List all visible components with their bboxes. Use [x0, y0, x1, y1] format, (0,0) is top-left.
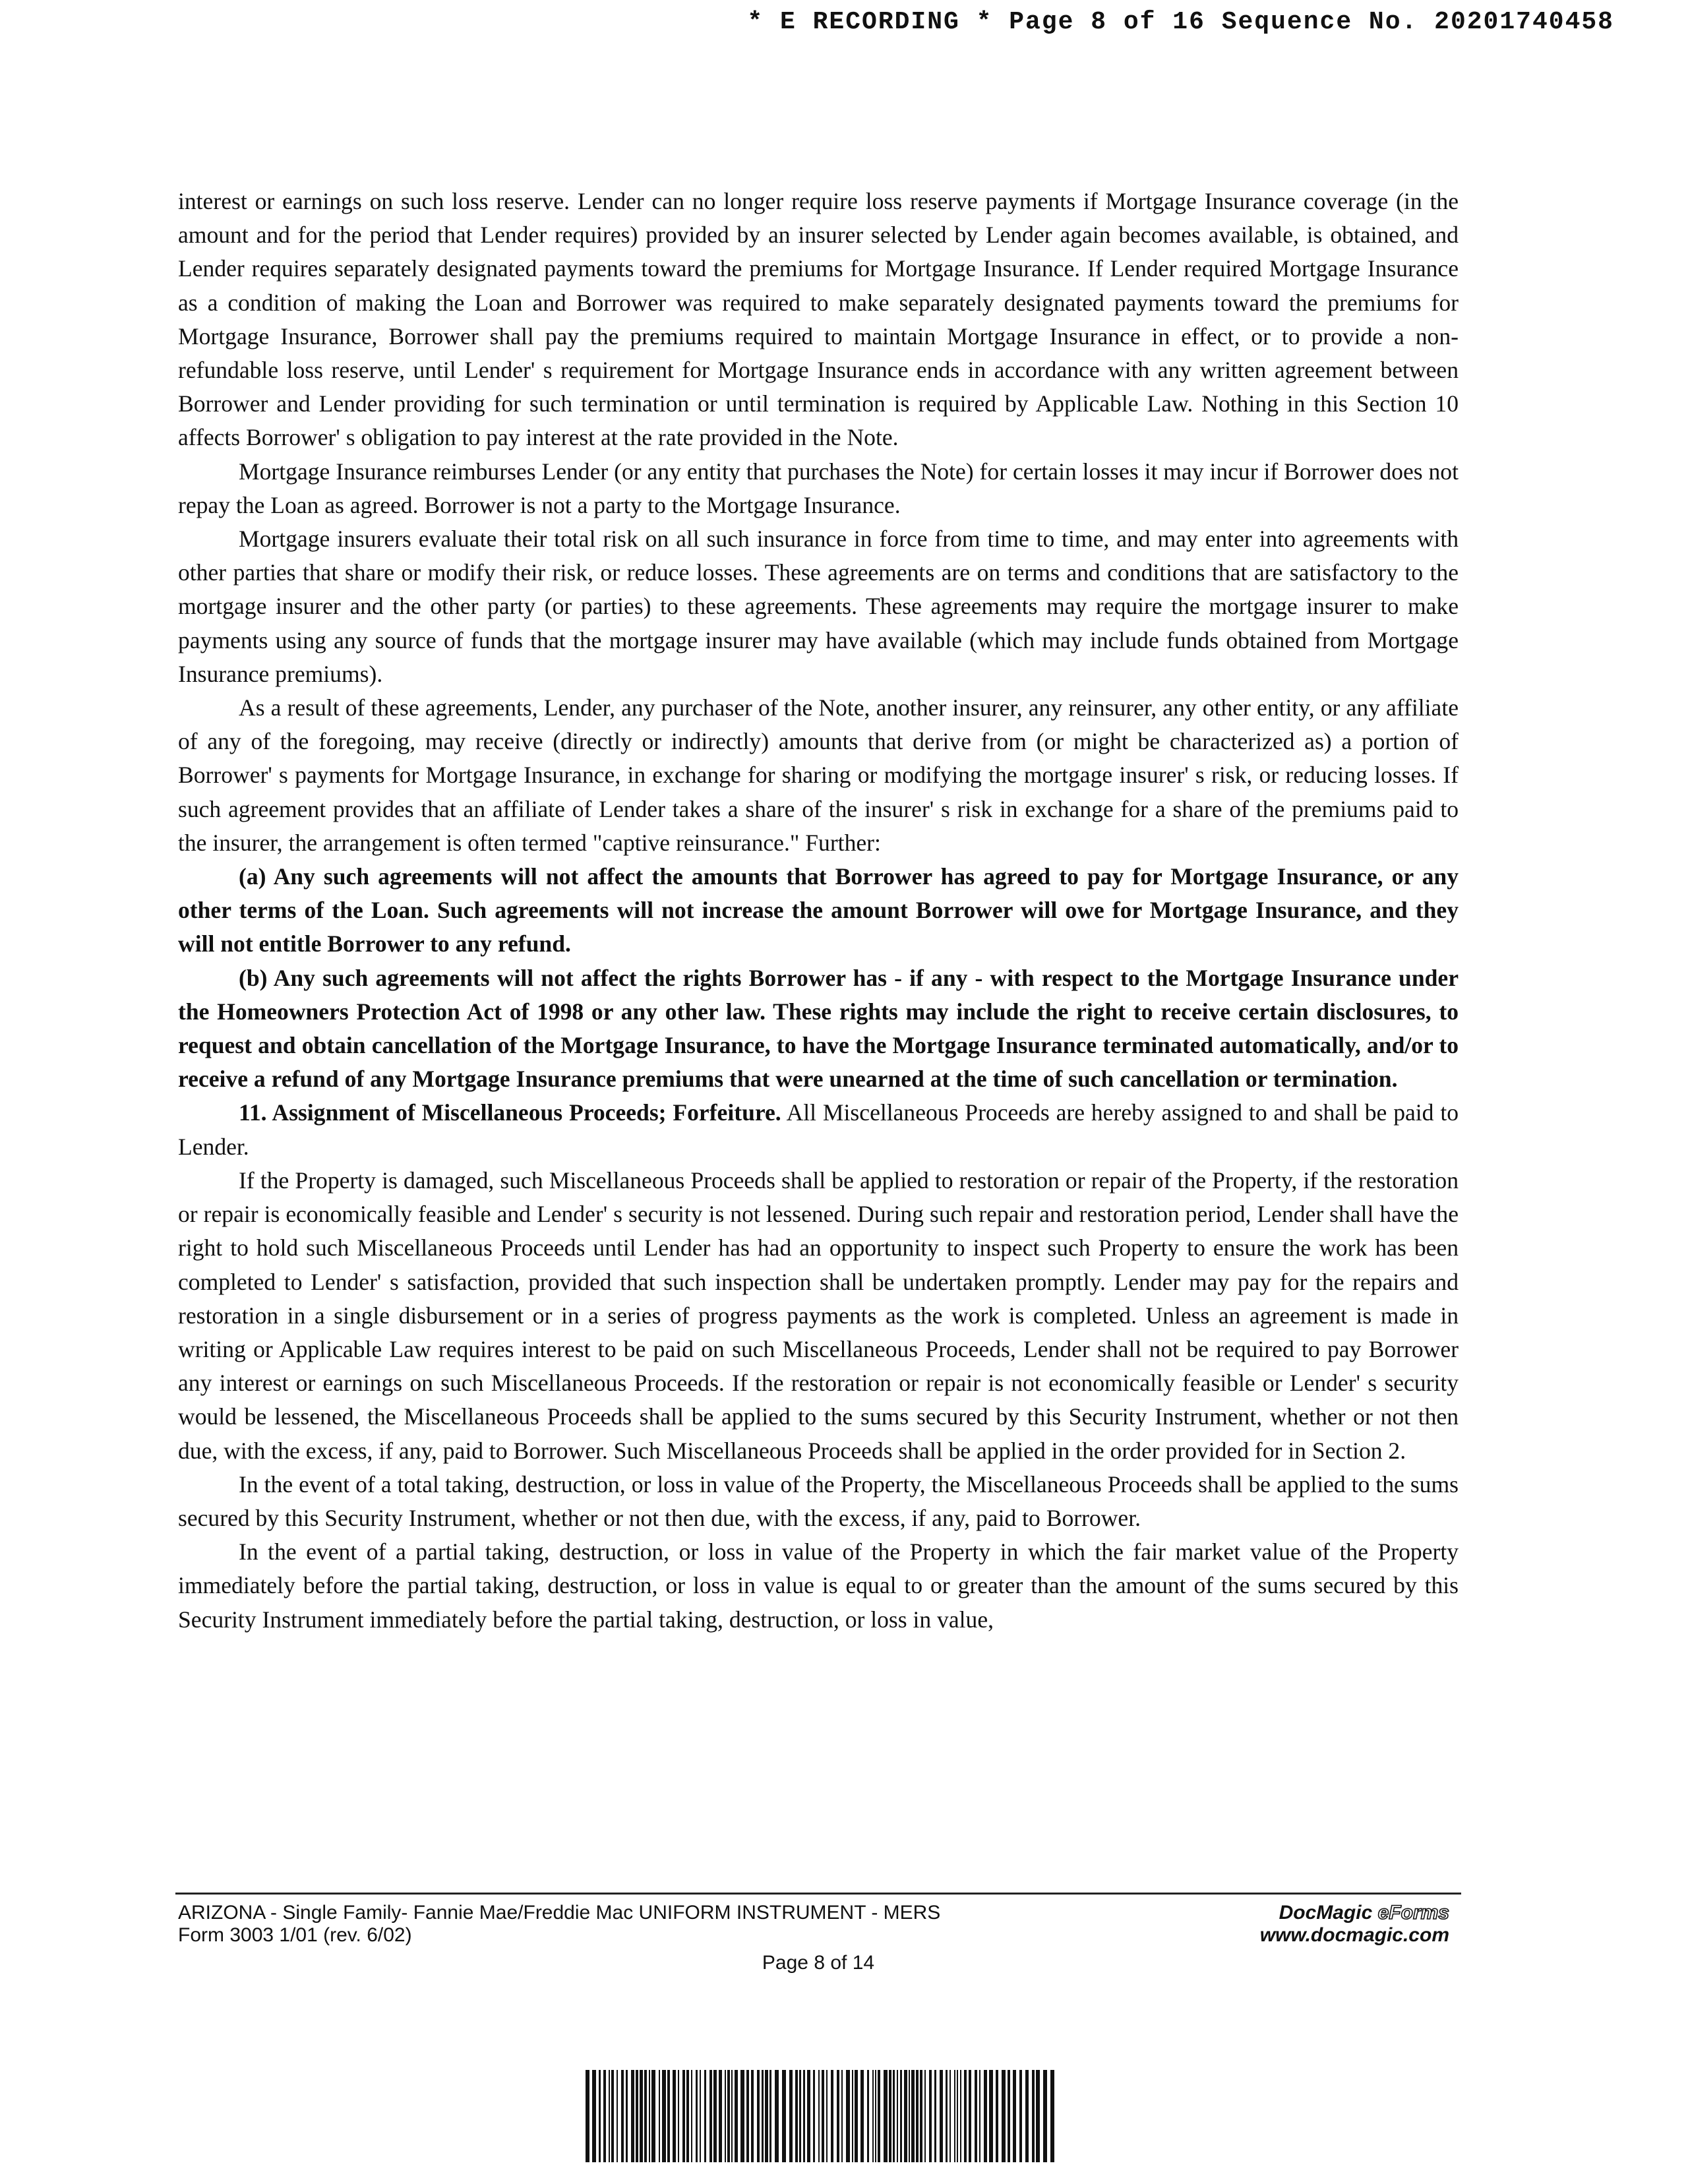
barcode-bar [904, 2070, 907, 2162]
barcode-bar [889, 2070, 891, 2162]
barcode-bar [686, 2070, 689, 2162]
barcode-bar [673, 2070, 676, 2162]
barcode-bar [599, 2070, 601, 2162]
paragraph-loss-reserve: interest or earnings on such loss reserve. Lender can no longer require loss reserve payments if Mortgage Insurance coverage (in the amount and for the period that Lender requires) provided by an insurer selected by Lender again becomes available, is obtained, and Lender requires separately designated payments toward the premiums for Mortgage Insurance. If Lender required Mortgage Insurance as a condition of making the Loan and Borrower was required to make separately designated payments toward the premiums for Mortgage Insurance, Borrower shall pay the premiums required to maintain Mortgage Insurance in effect, or to provide a non-refundable loss reserve, until Lender' s requirement for Mortgage Insurance ends in accordance with any written agreement between Borrower and Lender providing for such termination or until termination is required by Applicable Law. Nothing in this Section 10 affects Borrower' s obligation to pay interest at the rate provided in the Note. [178, 188, 1459, 451]
barcode-bar [807, 2070, 810, 2162]
barcode-bar [1036, 2070, 1040, 2162]
barcode-bar [934, 2070, 936, 2162]
barcode-bar [789, 2070, 793, 2162]
document-body [178, 185, 1459, 1637]
barcode-bar [719, 2070, 722, 2162]
section-11-heading: 11. Assignment of Miscellaneous Proceeds; Forfeiture. [239, 1099, 781, 1126]
barcode-bar [709, 2070, 712, 2162]
footer-rule [175, 1893, 1461, 1895]
barcode-bar [831, 2070, 833, 2162]
barcode-bar [946, 2070, 948, 2162]
barcode-bar [893, 2070, 895, 2162]
barcode-bar [727, 2070, 730, 2162]
barcode-bar [969, 2070, 971, 2162]
paragraph-mi-reimburses: Mortgage Insurance reimburses Lender (or any entity that purchases the Note) for certain losses it may incur if Borrower does not repay the Loan as agreed. Borrower is not a party to the Mortgage Insurance. [178, 458, 1459, 518]
paragraph-section-11 [178, 1096, 1459, 1163]
barcode-bar [975, 2070, 977, 2162]
barcode-bar [841, 2070, 843, 2162]
paragraph-property-damaged: If the Property is damaged, such Miscellaneous Proceeds shall be applied to restoration or repair of the Property, if the restoration or repair is economically feasible and Lender' s security is not lessened. During such repair and restoration period, Lender shall have the right to hold such Miscellaneous Proceeds until Lender has had an opportunity to inspect such Property to ensure the work has been completed to Lender' s satisfaction, provided that such inspection shall be undertaken promptly. Lender may pay for the repairs and restoration in a single disbursement or in a series of progress payments as the work is completed. Unless an agreement is made in writing or Applicable Law requires interest to be paid on such Miscellaneous Proceeds, Lender shall not be required to pay Borrower any interest or earnings on such Miscellaneous Proceeds. If the restoration or repair is not economically feasible or Lender' s security would be lessened, the Miscellaneous Proceeds shall be applied to the sums secured by this Security Instrument, whether or not then due, with the excess, if any, paid to Borrower. Such Miscellaneous Proceeds shall be applied in the order provided for in Section 2. [178, 1167, 1459, 1464]
section-11-text: All Miscellaneous Proceeds are hereby assigned to and shall be paid to Lender. [178, 1099, 1459, 1160]
barcode-bar [667, 2070, 670, 2162]
paragraph-clause-b: (b) Any such agreements will not affect the rights Borrower has - if any - with respect to the Mortgage Insurance under the Homeowners Protection Act of 1998 or any other law. These rights may include the right to receive certain disclosures, to request and obtain cancellation of the Mortgage Insurance, to have the Mortgage Insurance terminated automatically, and/or to receive a refund of any Mortgage Insurance premiums that were unearned at the time of such cancellation or termination. [178, 964, 1459, 1093]
barcode-bar [649, 2070, 650, 2162]
barcode-bar [751, 2070, 754, 2162]
barcode-bar [979, 2070, 980, 2162]
barcode-bar [762, 2070, 764, 2162]
barcode-bar [1043, 2070, 1047, 2162]
barcode-bar [813, 2070, 815, 2162]
barcode-bar [878, 2070, 880, 2162]
barcode-bar [740, 2070, 744, 2162]
paragraph-total-taking: In the event of a total taking, destruction, or loss in value of the Property, the Miscellaneous Proceeds shall be applied to the sums secured by this Security Instrument, whether or not then due, with the excess, if any, paid to Borrower. [178, 1471, 1459, 1531]
barcode-bar [735, 2070, 738, 2162]
barcode-bar [916, 2070, 919, 2162]
barcode-bar [803, 2070, 805, 2162]
barcode-bar [725, 2070, 726, 2162]
barcode-bar [757, 2070, 760, 2162]
barcode-bar [826, 2070, 828, 2162]
barcode-bar [586, 2070, 589, 2162]
barcode-bar [746, 2070, 749, 2162]
page-number: Page 8 of 14 [762, 1952, 875, 1974]
barcode-bar [960, 2070, 961, 2162]
barcode-bar [1050, 2070, 1054, 2162]
barcode-bar [950, 2070, 951, 2162]
barcode-bar [897, 2070, 898, 2162]
barcode-bar [920, 2070, 922, 2162]
barcode-bar [855, 2070, 858, 2162]
brand-url: www.docmagic.com [1259, 1924, 1449, 1946]
barcode-bar [617, 2070, 618, 2162]
paragraph-agreements-result: As a result of these agreements, Lender, any purchaser of the Note, another insurer, any reinsurer, any other entity, or any affiliate of any of the foregoing, may receive (directly or indirectly) amounts that derive from (or might be characterized as) a portion of Borrower' s payments for Mortgage Insurance, in exchange for sharing or modifying the mortgage insurer' s risk, or reducing losses. If such agreement provides that an affiliate of Lender takes a share of the insurer' s risk in exchange for a share of the premiums paid to the insurer, the arrangement is often termed "captive reinsurance." Further: [178, 694, 1459, 856]
barcode-bar [818, 2070, 820, 2162]
barcode-bar [795, 2070, 798, 2162]
barcode-bar [884, 2070, 888, 2162]
barcode-bar [1032, 2070, 1035, 2162]
form-identifier [178, 1902, 940, 1947]
barcode-bar [911, 2070, 915, 2162]
barcode-bar [691, 2070, 692, 2162]
barcode-bar [592, 2070, 596, 2162]
barcode-bar [696, 2070, 698, 2162]
barcode-bar [964, 2070, 967, 2162]
barcode-bar [940, 2070, 943, 2162]
barcode-bar [651, 2070, 655, 2162]
barcode-bar [644, 2070, 647, 2162]
barcode-bar [682, 2070, 685, 2162]
barcode-bar [782, 2070, 786, 2162]
barcode-bar [822, 2070, 824, 2162]
brand-eforms-logo: eForms [1377, 1902, 1449, 1924]
barcode-bar [609, 2070, 610, 2162]
barcode-bar [799, 2070, 801, 2162]
barcode-bar [872, 2070, 874, 2162]
barcode-bar [996, 2070, 998, 2162]
barcode-bar [909, 2070, 910, 2162]
barcode-bar [700, 2070, 701, 2162]
barcode-bar [621, 2070, 624, 2162]
barcode-bar [846, 2070, 850, 2162]
barcode-bar [662, 2070, 666, 2162]
brand-name: DocMagic [1279, 1902, 1373, 1924]
barcode-bar [1013, 2070, 1016, 2162]
barcode-bar [875, 2070, 876, 2162]
barcode-bar [1008, 2070, 1010, 2162]
barcode-bar [984, 2070, 987, 2162]
paragraph-partial-taking: In the event of a partial taking, destruction, or loss in value of the Property in which the fair market value of the Property immediately before the partial taking, destruction, or loss in value is equal to or greater than the amount of the sums secured by this Security Instrument immediately before the partial taking, destruction, or loss in value, [178, 1538, 1459, 1633]
form-title: ARIZONA - Single Family- Fannie Mae/Freddie Mac UNIFORM INSTRUMENT - MERS [178, 1902, 941, 1924]
barcode-bar [860, 2070, 864, 2162]
barcode-bar [775, 2070, 779, 2162]
barcode-bar [924, 2070, 926, 2162]
barcode-bar [837, 2070, 839, 2162]
barcode-bar [636, 2070, 638, 2162]
barcode [586, 2070, 1060, 2162]
barcode-bar [713, 2070, 717, 2162]
barcode-bar [704, 2070, 706, 2162]
barcode-bar [1019, 2070, 1022, 2162]
docmagic-brand [1260, 1902, 1449, 1947]
barcode-bar [640, 2070, 643, 2162]
barcode-bar [989, 2070, 993, 2162]
paragraph-clause-a: (a) Any such agreements will not affect the amounts that Borrower has agreed to pay for Mortgage Insurance, or any other terms of the Loan. Such agreements will not increase the amount Borrower will owe for Mortgage Insurance, and they will not entitle Borrower to any refund. [178, 863, 1459, 957]
barcode-bar [954, 2070, 955, 2162]
paragraph-mortgage-insurers: Mortgage insurers evaluate their total risk on all such insurance in force from time to time, and may enter into agreements with other parties that share or modify their risk, or reduce losses. These agreements are on terms and conditions that are satisfactory to the mortgage insurer and the other party (or parties) to these agreements. These agreements may require the mortgage insurer to make payments using any source of funds that the mortgage insurer may have available (which may include funds obtained from Mortgage Insurance premiums). [178, 526, 1459, 687]
barcode-bar [659, 2070, 660, 2162]
barcode-bar [626, 2070, 628, 2162]
barcode-bar [765, 2070, 768, 2162]
barcode-bar [769, 2070, 771, 2162]
barcode-bar [1025, 2070, 1029, 2162]
barcode-bar [731, 2070, 733, 2162]
form-number: Form 3003 1/01 (rev. 6/02) [178, 1924, 412, 1946]
barcode-bar [611, 2070, 614, 2162]
recording-header: * E RECORDING * Page 8 of 16 Sequence No. 20201740458 [747, 8, 1614, 36]
barcode-bar [957, 2070, 958, 2162]
barcode-bar [678, 2070, 679, 2162]
barcode-bar [929, 2070, 932, 2162]
barcode-bar [900, 2070, 902, 2162]
barcode-bar [631, 2070, 634, 2162]
barcode-bar [867, 2070, 869, 2162]
barcode-bar [852, 2070, 853, 2162]
barcode-bar [603, 2070, 606, 2162]
barcode-bar [1002, 2070, 1006, 2162]
